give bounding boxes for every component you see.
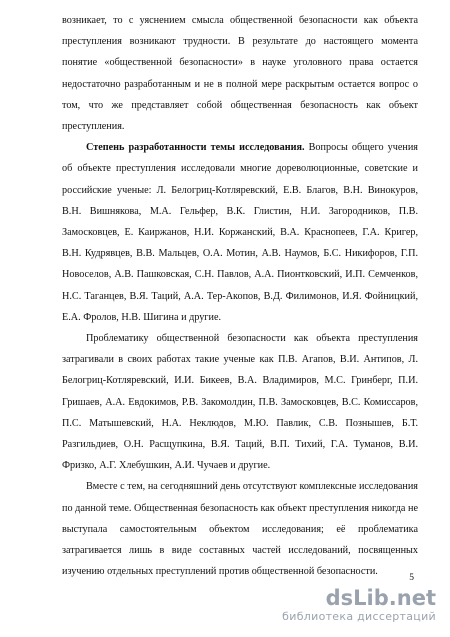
watermark-brand-name: dsLib [325,586,389,610]
paragraph-4-text: Вместе с тем, на сегодняшний день отсутствуют комплексные исследования по данной теме. Общественная безопасность как объект преступления никогда не выступала самостоятельным объектом исследования; её проблематика затрагивается лишь в виде составных частей исследований, посвященных изучению отдельных преступлений против общественной безопасности. [62,481,418,578]
watermark-brand [282,586,436,610]
paragraph-4 [62,476,418,582]
paragraph-1 [62,10,418,137]
document-body [62,10,418,582]
section-heading: Степень разработанности темы исследования. [86,142,305,154]
watermark-brand-domain: .net [388,586,436,610]
paragraph-2-text: Вопросы общего учения об объекте преступления исследовали многие дореволюционные, советские и российские ученые: Л. Белогриц-Котляревский, Е.В. Благов, В.Н. Винокуров, В.Н. Вишнякова, М.А. Гельфер, В.К. Глистин, Н.И. Загородников, П.В. Замосковцев, Е. Каиржанов, Н.И. Коржанский, В.А. Краснопеев, Г.А. Кригер, В.Н. Кудрявцев, В.В. Мальцев, О.А. Мотин, А.В. Наумов, Б.С. Никифоров, Г.П. Новоселов, А.В. Пашковская, С.Н. Павлов, А.А. Пионтковский, И.П. Семченков, Н.С. Таганцев, В.Я. Таций, А.А. Тер-Акопов, В.Д. Филимонов, И.Я. Фойницкий, Е.А. Фролов, Н.В. Шигина и другие. [62,142,418,323]
page-number: 5 [409,573,414,583]
paragraph-3-text: Проблематику общественной безопасности как объекта преступления затрагивали в своих работах такие ученые как П.В. Агапов, В.И. Антипов, Л. Белогриц-Котляревский, И.И. Бикеев, В.А. Владимиров, М.С. Гринберг, П.И. Гришаев, А.А. Евдокимов, Р.В. Закомолдин, П.В. Замосковцев, В.С. Комиссаров, П.С. Матышевский, Н.А. Неклюдов, М.Ю. Павлик, С.В. Познышев, Б.Т. Разгильдиев, О.Н. Расщупкина, В.Я. Таций, В.П. Тихий, Г.А. Туманов, В.И. Фризко, А.Г. Хлебушкин, А.И. Чучаев и другие. [62,333,418,472]
watermark-subtitle: библиотека диссертаций [282,610,436,623]
paragraph-3 [62,328,418,476]
site-watermark [282,586,436,624]
paragraph-1-text: возникает, то с уяснением смысла общественной безопасности как объекта преступления возникают трудности. В результате до настоящего момента понятие «общественной безопасности» в науке уголовного права остается недостаточно разработанным и не в полной мере раскрытым остается вопрос о том, что же представляет собой общественная безопасность как объект преступления. [62,15,418,133]
paragraph-2 [62,137,418,328]
